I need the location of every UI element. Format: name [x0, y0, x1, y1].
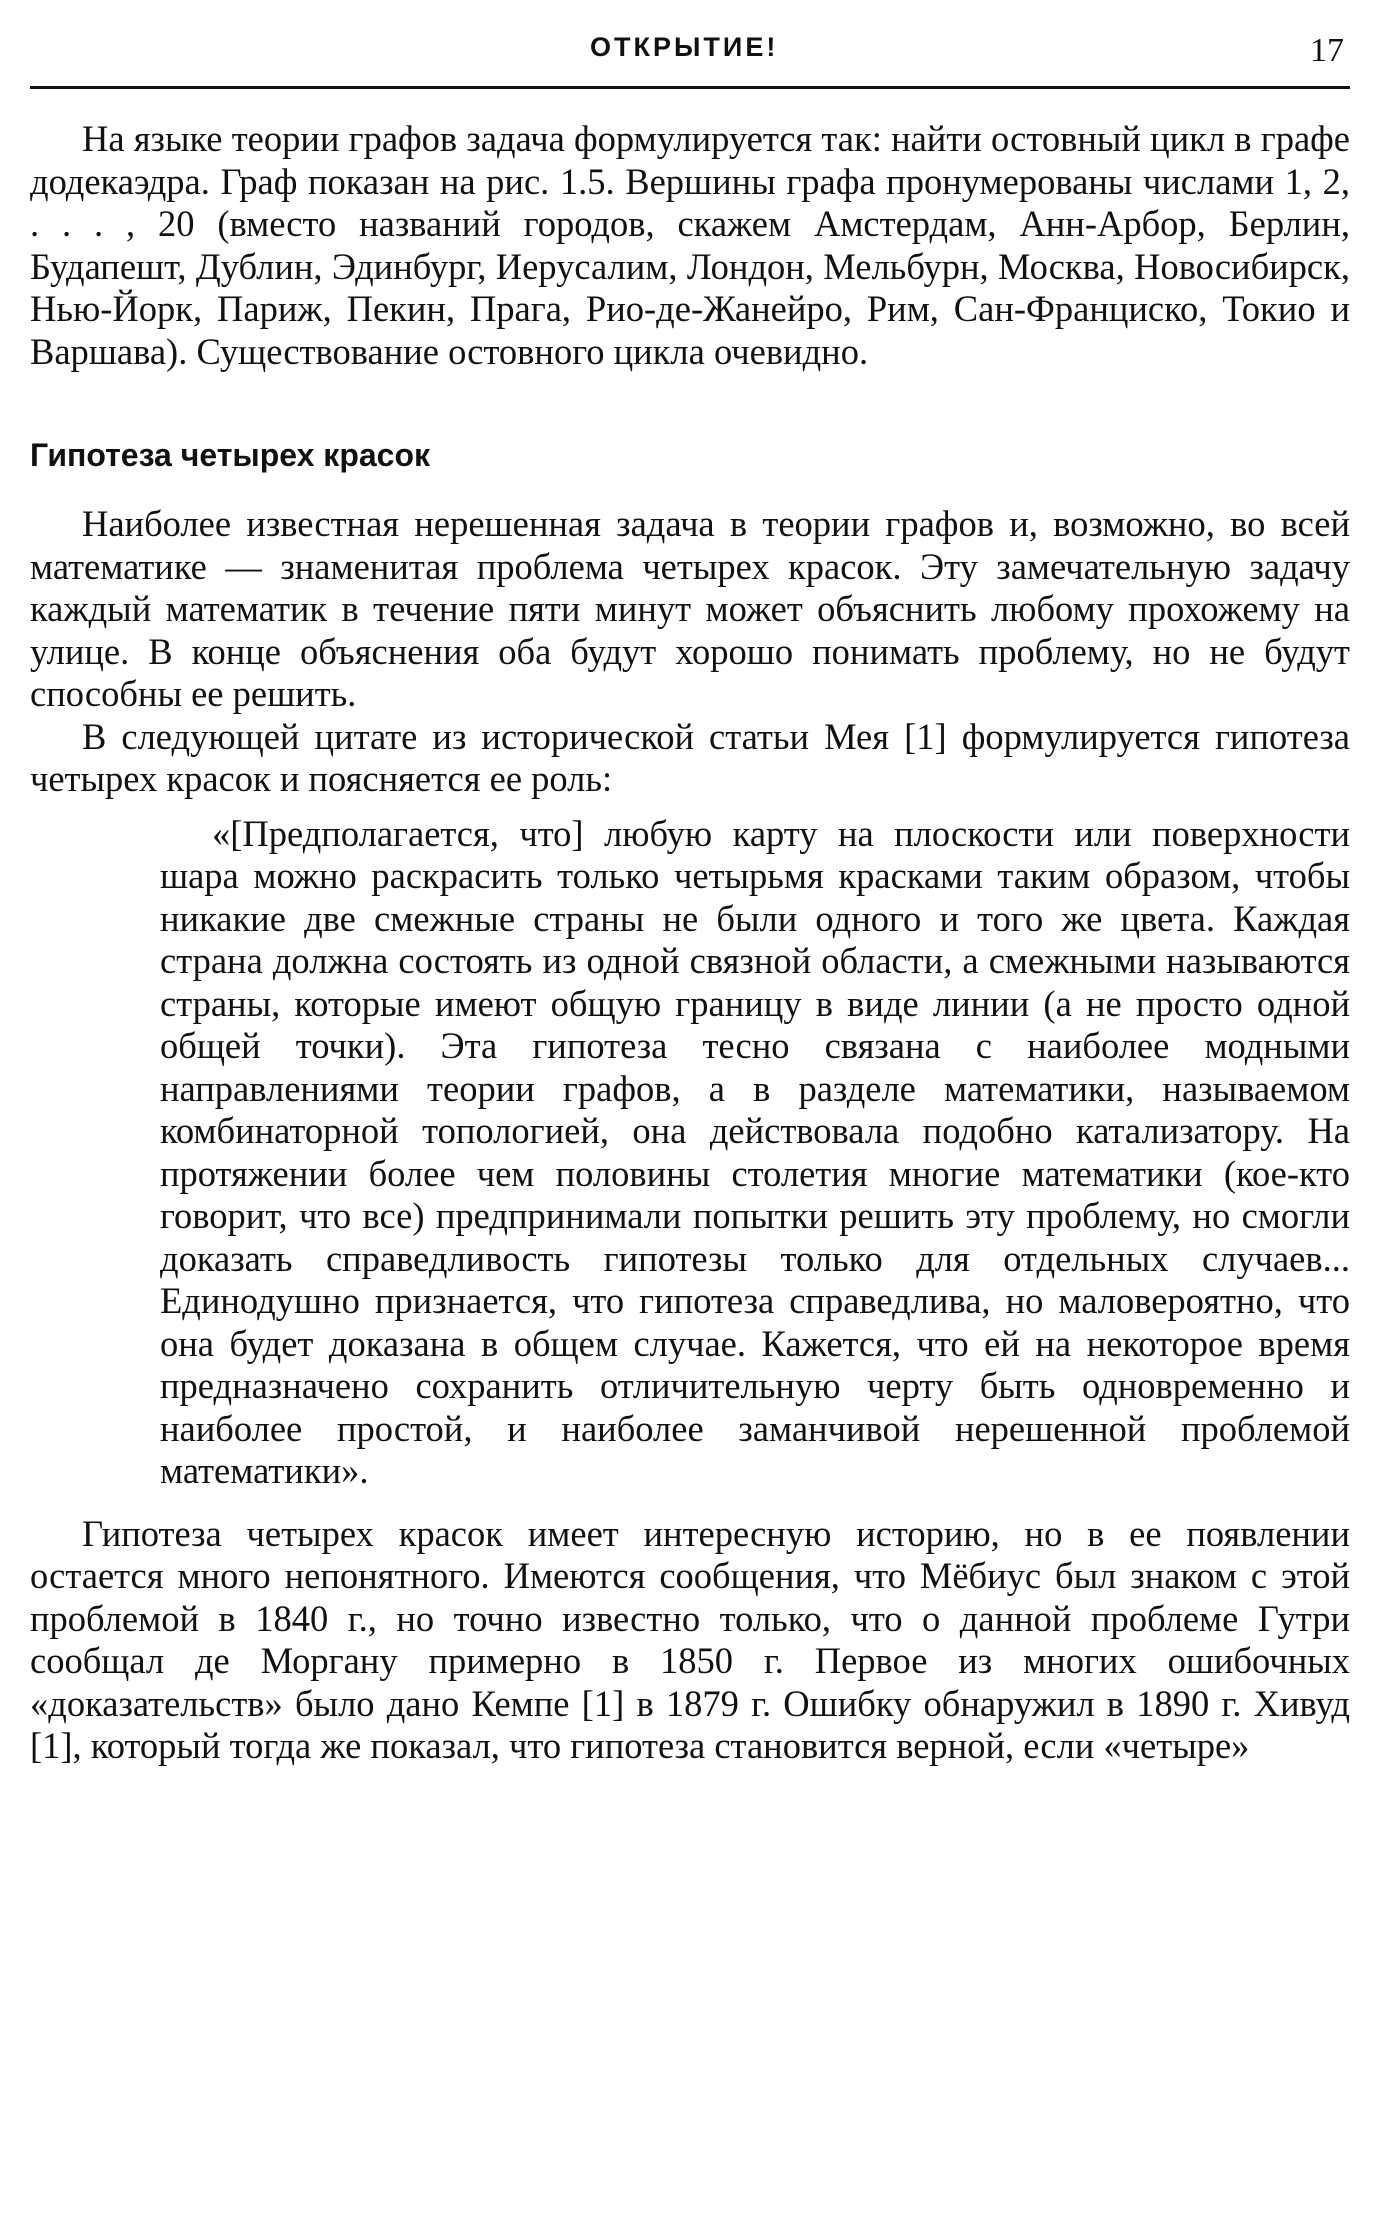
paragraph-four-color-intro: Наиболее известная нерешенная задача в теории графов и, возможно, во всей математике — знаменитая проблема четырех красок. Эту замечательную задачу каждый математик в течение пяти минут может объяснить любому прохожему на улице. В конце объяснения оба будут хорошо понимать проблему, но не будут способны ее решить.: [30, 503, 1350, 714]
book-page: [30, 0, 1350, 2229]
section-heading: Гипотеза четырех красок: [30, 437, 431, 473]
page-body: [30, 118, 1350, 1768]
running-header: [30, 26, 1350, 89]
paragraph-history: Гипотеза четырех красок имеет интересную историю, но в ее появлении остается много непонятного. Имеются сообщения, что Мёбиус был знаком с этой проблемой в 1840 г., но точно известно только, что о данной проблеме Гутри сообщал де Моргану примерно в 1850 г. Первое из многих ошибочных «доказательств» было дано Кемпе [1] в 1879 г. Ошибку обнаружил в 1890 г. Хивуд [1], который тогда же показал, что гипотеза становится верной, если «четыре»: [30, 1512, 1350, 1766]
paragraph-dodecahedron: На языке теории графов задача формулируется так: найти остовный цикл в графе додекаэдра. Граф показан на рис. 1.5. Вершины графа пронумерованы числами 1, 2, . . . , 20 (вместо названий городов, скажем Амстердам, Анн-Арбор, Берлин, Будапешт, Дублин, Эдинбург, Иерусалим, Лондон, Мельбурн, Москва, Новосибирск, Нью-Йорк, Париж, Пекин, Прага, Рио-де-Жанейро, Рим, Сан-Франциско, Токио и Варшава). Существование остовного цикла очевидно.: [30, 118, 1350, 372]
page-number: 17: [1310, 32, 1344, 69]
running-title: ОТКРЫТИЕ!: [590, 32, 779, 62]
block-quote: «[Предполагается, что] любую карту на плоскости или поверхности шара можно раскрасить только четырьмя красками таким образом, чтобы никакие две смежные страны не были одного и того же цвета. Каждая страна должна состоять из одной связной области, а смежными называются страны, которые имеют общую границу в виде линии (а не просто одной общей точки). Эта гипотеза тесно связана с наиболее модными направлениями теории графов, а в разделе математики, называемом комбинаторной топологией, она действовала подобно катализатору. На протяжении более чем половины столетия многие математики (кое-кто говорит, что все) предпринимали попытки решить эту проблему, но смогли доказать справедливость гипотезы только для отдельных случаев... Единодушно признается, что гипотеза справедлива, но маловероятно, что она будет доказана в общем случае. Кажется, что ей на некоторое время предназначено сохранить отличительную черту быть одновременно и наиболее простой, и наиболее заманчивой нерешенной проблемой математики».: [160, 812, 1350, 1491]
paragraph-may-citation: В следующей цитате из исторической статьи Мея [1] формулируется гипотеза четырех красок и поясняется ее роль:: [30, 715, 1350, 799]
